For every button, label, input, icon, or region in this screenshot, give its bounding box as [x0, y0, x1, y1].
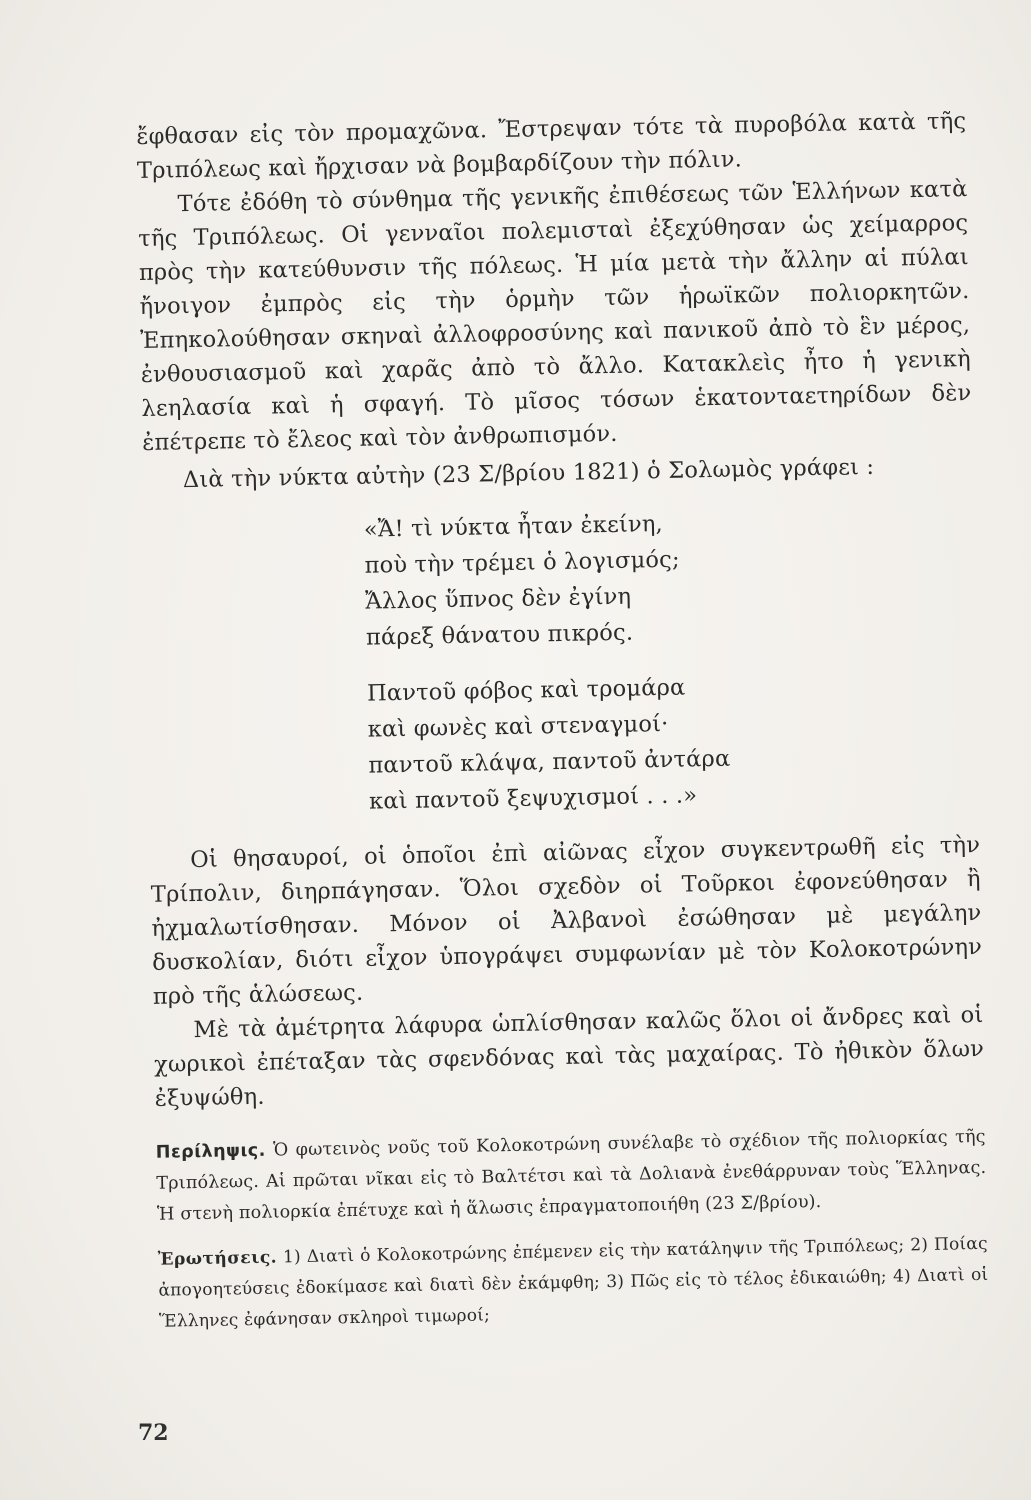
summary-text: Ὁ φωτεινὸς νοῦς τοῦ Κολοκοτρώνη συνέλαβε τὸ σχέδιον τῆς πολιορκίας τῆς Τριπόλεως. Αἱ πρῶται νῖκαι εἰς τὸ Βαλτέτσι καὶ τὰ Δολιανὰ ἐνεθάρρυναν τοὺς Ἕλληνας. Ἡ στενὴ πολιορκία ἐπέτυχε καὶ ἡ ἅλωσις ἐπραγματοποιήθη (23 Σ/βρίου). [156, 1126, 987, 1225]
poem-line: Ἄλλος ὕπνος δὲν ἐγίνη [365, 583, 632, 615]
page-number: 72 [138, 1420, 169, 1446]
poem-line: ποὺ τὴν τρέμει ὁ λογισμός; [364, 546, 680, 579]
questions-text: 1) Διατὶ ὁ Κολοκοτρώνης ἐπέμενεν εἰς τὴν κατάληψιν τῆς Τριπόλεως; 2) Ποίας ἀπογοητεύσεις ἐδοκίμασε καὶ διατὶ δὲν ἐκάμφθη; 3) Πῶς εἰς τὸ τέλος ἐδικαιώθη; 4) Διατὶ οἱ Ἕλληνες ἐφάνησαν σκληροὶ τιμωροί; [158, 1233, 989, 1332]
page-text-body [136, 104, 989, 1338]
questions-label: Ἐρωτήσεις. [157, 1247, 278, 1270]
poem-line: καὶ φωνὲς καὶ στεναγμοί· [367, 710, 669, 743]
questions-block [158, 1229, 990, 1338]
paragraph-3: Διὰ τὴν νύκτα αὐτὴν (23 Σ/βρίου 1821) ὁ Σολωμὸς γράφει : [182, 453, 875, 494]
poem-line: «Ἄ! τὶ νύκτα ἦταν ἐκείνη, [363, 510, 664, 543]
summary-block [156, 1122, 988, 1231]
summary-label: Περίληψις. [155, 1140, 267, 1163]
poem-line: παντοῦ κλάψα, παντοῦ ἀντάρα [368, 745, 731, 779]
poem-line: πάρεξ θάνατου πικρός. [365, 619, 634, 651]
solomos-poem [364, 500, 980, 820]
paragraph-5: Μὲ τὰ ἀμέτρητα λάφυρα ὡπλίσθησαν καλῶς ὅλοι οἱ ἄνδρες καὶ οἱ χωρικοὶ ἐπέταξαν τὰς σφενδόνας καὶ τὰς μαχαίρας. Τὸ ἠθικὸν ὅλων ἐξυψώθη. [153, 1001, 985, 1112]
poem-stanza-1 [364, 500, 977, 656]
poem-stanza-2 [367, 664, 980, 820]
paragraph-2: Τότε ἐδόθη τὸ σύνθημα τῆς γενικῆς ἐπιθέσεως τῶν Ἑλλήνων κατὰ τῆς Τριπόλεως. Οἱ γενναῖοι πολεμισταὶ ἐξεχύθησαν ὡς χείμαρρος πρὸς τὴν κατεύθυνσιν τῆς πόλεως. Ἡ μία μετὰ τὴν ἄλλην αἱ πύλαι ἤνοιγον ἐμπρὸς εἰς τὴν ὁρμὴν τῶν ἡρωϊκῶν πολιορκητῶν. Ἐπηκολούθησαν σκηναὶ ἀλλοφροσύνης καὶ πανικοῦ ἀπὸ τὸ ἓν μέρος, ἐνθουσιασμοῦ καὶ χαρᾶς ἀπὸ τὸ ἄλλο. Κατακλεὶς ἦτο ἡ γενικὴ λεηλασία καὶ ἡ σφαγή. Τὸ μῖσος τόσων ἑκατονταετηρίδων δὲν ἐπέτρεπε τὸ ἔλεος καὶ τὸν ἀνθρωπισμόν. [138, 176, 972, 456]
poem-line: καὶ παντοῦ ξεψυχισμοί . . .» [368, 782, 698, 815]
poem-line: Παντοῦ φόβος καὶ τρομάρα [366, 674, 686, 707]
paragraph-4: Οἱ θησαυροί, οἱ ὁποῖοι ἐπὶ αἰῶνας εἶχον συγκεντρωθῆ εἰς τὴν Τρίπολιν, διηρπάγησαν. Ὅλοι σχεδὸν οἱ Τοῦρκοι ἐφονεύθησαν ἢ ἠχμαλωτίσθησαν. Μόνον οἱ Ἀλβανοὶ ἐσώθησαν μὲ μεγάλην δυσκολίαν, διότι εἶχον ὑπογράψει συμφωνίαν μὲ τὸν Κολοκοτρώνην πρὸ τῆς ἁλώσεως. [150, 831, 983, 1010]
paragraph-1: ἔφθασαν εἰς τὸν προμαχῶνα. Ἔστρεψαν τότε τὰ πυροβόλα κατὰ τῆς Τριπόλεως καὶ ἤρχισαν νὰ βομβαρδίζουν τὴν πόλιν. [136, 108, 967, 184]
